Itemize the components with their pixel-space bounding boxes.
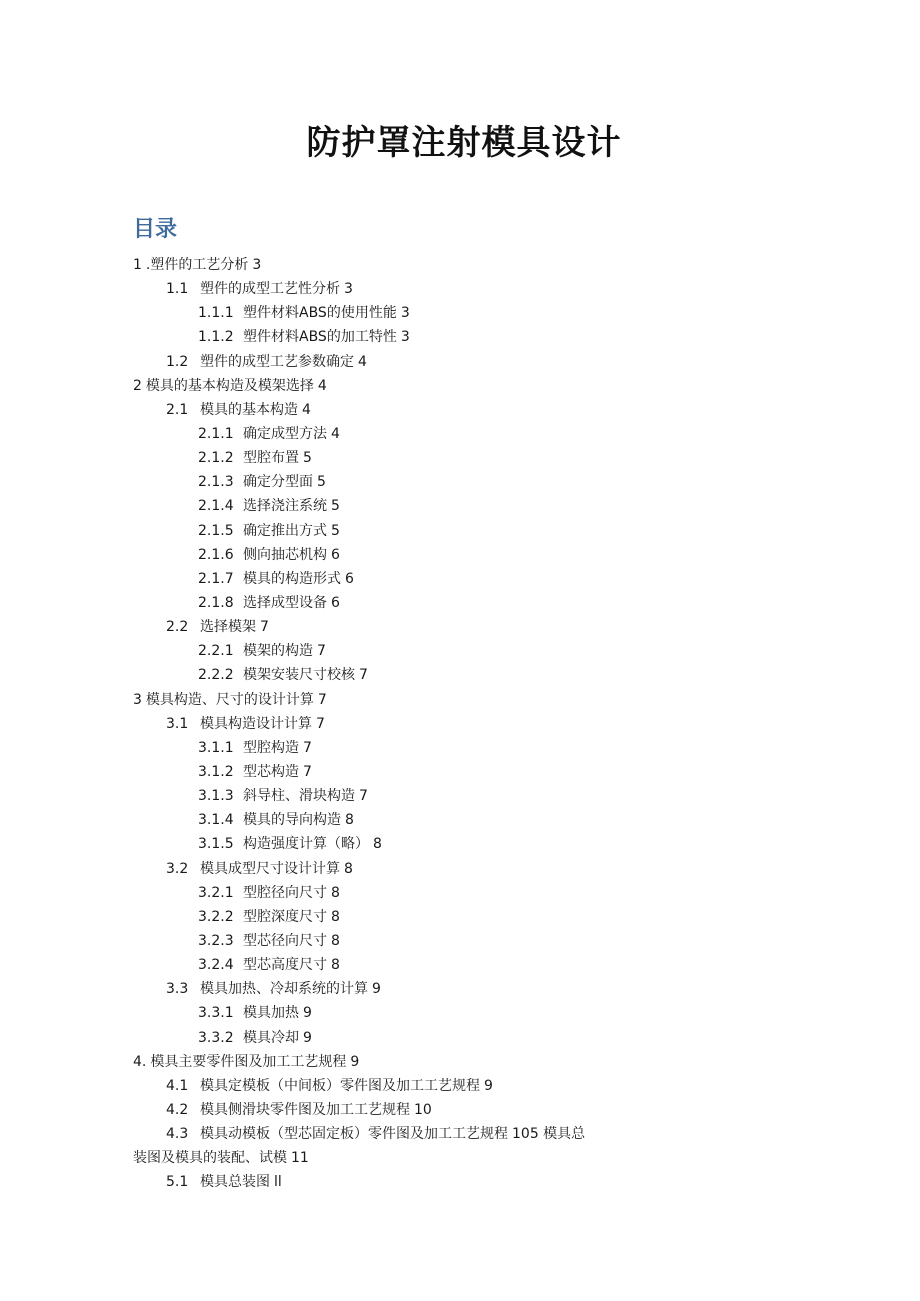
toc-entry-page-number: 6 — [345, 570, 354, 587]
toc-entry-page-number: 7 — [359, 788, 368, 805]
toc-entry[interactable] — [0, 591, 920, 615]
toc-entry-title: 侧向抽芯机构 — [243, 546, 327, 563]
toc-entry-title: 型芯径向尺寸 — [243, 933, 327, 949]
toc-heading: 目录 — [133, 217, 178, 242]
toc-entry[interactable] — [0, 857, 920, 881]
toc-entry-title: 塑件的成型工艺性分析 — [200, 281, 340, 298]
toc-entry-title: 选择模架 — [200, 619, 256, 636]
toc-entry-number: 2.1.2 — [198, 450, 234, 467]
toc-entry[interactable] — [0, 422, 920, 446]
toc-entry-number: 3.2.3 — [198, 933, 234, 949]
toc-entry-page-number: 4 — [302, 401, 311, 418]
toc-entry-page-number: 9 — [303, 1005, 312, 1022]
toc-entry-title: 型腔深度尺寸 — [243, 908, 327, 925]
toc-entry-title: 模具定模板（中间板）零件图及加工工艺规程 — [200, 1077, 480, 1094]
toc-entry[interactable] — [0, 446, 920, 470]
toc-entry[interactable] — [0, 1074, 920, 1098]
toc-entry[interactable] — [0, 398, 920, 422]
toc-entry-page-number: 3 — [400, 329, 410, 346]
toc-entry-page-number: 6 — [331, 546, 340, 563]
toc-entry-number: 3.1.5 — [198, 836, 234, 853]
toc-entry[interactable] — [0, 712, 920, 736]
toc-entry-title: 模具加热 — [243, 1005, 299, 1022]
toc-entry-title: 模具的导向构造 — [243, 812, 341, 829]
toc-entry-title: 型芯高度尺寸 — [243, 957, 327, 974]
toc-entry-page-number: 7 — [317, 643, 326, 660]
toc-entry[interactable] — [0, 567, 920, 591]
toc-entry[interactable] — [0, 736, 920, 760]
toc-entry[interactable] — [0, 784, 920, 808]
toc-entry-number: 2.1.7 — [198, 570, 234, 587]
toc-entry-number: 2.1.8 — [198, 595, 234, 612]
toc-entry-page-number: 9 — [350, 1053, 360, 1070]
toc-entry[interactable] — [0, 325, 920, 349]
toc-entry[interactable] — [0, 953, 920, 977]
toc-entry-title: 塑件材料ABS的加工特性 — [243, 329, 397, 346]
toc-entry-number: 2.1.3 — [198, 474, 234, 491]
toc-entry-number: 2.1.6 — [198, 546, 234, 563]
toc-entry-number: 1.1.1 — [198, 305, 234, 322]
toc-entry-number: 4.3 — [166, 1126, 189, 1143]
toc-entry-page-number: 8 — [345, 812, 354, 829]
toc-entry[interactable] — [0, 760, 920, 784]
table-of-contents — [0, 253, 920, 1194]
toc-entry-page-number: 7 — [303, 764, 312, 781]
toc-entry-title: 塑件的成型工艺参数确定 — [200, 353, 354, 370]
toc-entry-page-number: 5 — [303, 450, 312, 467]
toc-entry-number: 2.1.4 — [198, 498, 234, 515]
toc-entry[interactable] — [0, 277, 920, 301]
toc-entry-title: 模具的构造形式 — [243, 570, 341, 587]
toc-entry-number: 3.1.1 — [198, 739, 234, 756]
toc-entry-number: 2 — [133, 377, 142, 394]
toc-entry-title: 选择成型设备 — [243, 595, 327, 612]
toc-entry-number: 3.2.1 — [198, 884, 234, 901]
toc-entry-number: 3.3.2 — [198, 1029, 234, 1046]
toc-entry-page-number: 9 — [484, 1077, 493, 1094]
toc-entry-title: 确定成型方法 — [243, 426, 327, 443]
toc-entry-page-number: 4 — [317, 377, 327, 394]
toc-entry[interactable] — [0, 1122, 920, 1146]
toc-entry-title: 模具动模板（型芯固定板）零件图及加工工艺规程 — [200, 1126, 508, 1143]
toc-entry[interactable] — [0, 832, 920, 856]
toc-entry[interactable] — [0, 929, 920, 953]
toc-entry-page-number: 8 — [331, 957, 340, 974]
toc-entry-page-number: 7 — [303, 739, 312, 756]
toc-entry[interactable] — [0, 543, 920, 567]
toc-entry[interactable] — [0, 1146, 920, 1170]
toc-entry[interactable] — [0, 663, 920, 687]
toc-entry-page-number: 8 — [331, 908, 340, 925]
document-title: 防护罩注射模具设计 — [306, 123, 622, 163]
toc-entry[interactable] — [0, 253, 920, 277]
toc-entry-page-number: 8 — [344, 860, 353, 877]
toc-entry-number: 3.1 — [166, 715, 189, 732]
toc-entry-number: 2.1.1 — [198, 426, 234, 443]
toc-entry[interactable] — [0, 301, 920, 325]
toc-entry-number: 2.2.2 — [198, 667, 234, 684]
toc-entry-number: 3.1.3 — [198, 788, 234, 805]
toc-entry-title: 模具主要零件图及加工工艺规程 — [150, 1053, 347, 1070]
toc-entry-title: 模具冷却 — [243, 1029, 299, 1046]
toc-entry-title: 型腔布置 — [243, 450, 299, 467]
toc-entry-title: 模具的基本构造 — [200, 401, 298, 418]
toc-entry-page-number: 5 — [331, 498, 340, 515]
toc-entry-page-number: 3 — [400, 305, 410, 322]
toc-entry-page-number: 8 — [373, 836, 382, 853]
toc-entry-page-number: 7 — [317, 691, 327, 708]
toc-entry[interactable] — [0, 494, 920, 518]
toc-entry-number: 4.1 — [166, 1077, 189, 1094]
toc-entry-page-number: 6 — [331, 595, 340, 612]
toc-entry-page-number: 5 — [331, 522, 340, 539]
toc-entry-page-number: 4 — [331, 426, 340, 443]
toc-entry-number: 1.1 — [166, 281, 189, 298]
toc-entry-number: 3.2.4 — [198, 957, 234, 974]
toc-entry-page-number: 3 — [252, 257, 262, 274]
toc-entry-page-number: 10 — [414, 1101, 432, 1118]
toc-entry[interactable] — [0, 905, 920, 929]
toc-entry-number: 2.2.1 — [198, 643, 234, 660]
toc-entry-number: 1 — [133, 257, 142, 274]
toc-entry[interactable] — [0, 374, 920, 398]
toc-entry-title: 模具成型尺寸设计计算 — [200, 860, 340, 877]
toc-entry-number: 4. — [133, 1053, 147, 1070]
toc-entry-page-number: 5 — [317, 474, 326, 491]
toc-entry-title: 模具总装图 — [200, 1174, 270, 1191]
toc-entry-title: 确定分型面 — [243, 474, 313, 491]
toc-entry[interactable] — [0, 688, 920, 712]
toc-entry[interactable] — [0, 1170, 920, 1194]
toc-entry-number: 3.3.1 — [198, 1005, 234, 1022]
toc-entry-title: .塑件的工艺分析 — [145, 257, 249, 274]
toc-entry-page-number: ll — [274, 1174, 282, 1191]
toc-entry-title: 模架的构造 — [243, 643, 313, 660]
toc-entry-title: 确定推出方式 — [243, 522, 327, 539]
toc-entry-page-number: 9 — [372, 981, 381, 998]
toc-entry-title: 选择浇注系统 — [243, 498, 327, 515]
toc-entry-title: 模具的基本构造及模架选择 — [145, 377, 314, 394]
toc-entry-title: 模架安装尺寸校核 — [243, 667, 355, 684]
toc-entry-title: 型腔径向尺寸 — [243, 884, 327, 901]
toc-entry-title: 模具侧滑块零件图及加工工艺规程 — [200, 1101, 410, 1118]
toc-entry-title: 构造强度计算（略） — [243, 836, 369, 853]
toc-entry[interactable] — [0, 470, 920, 494]
toc-entry-number: 3.2.2 — [198, 908, 234, 925]
toc-entry-number: 3.2 — [166, 860, 189, 877]
toc-entry-title: 型腔构造 — [243, 739, 299, 756]
toc-entry-number: 3.3 — [166, 981, 189, 998]
toc-entry-number: 1.2 — [166, 353, 189, 370]
toc-entry-number: 3.1.4 — [198, 812, 234, 829]
toc-entry-title: 装图及模具的装配、试模 — [133, 1150, 287, 1167]
toc-entry[interactable] — [0, 1098, 920, 1122]
toc-entry[interactable] — [0, 615, 920, 639]
toc-entry-number: 2.2 — [166, 619, 189, 636]
toc-entry[interactable] — [0, 881, 920, 905]
toc-entry-title: 型芯构造 — [243, 764, 299, 781]
toc-entry[interactable] — [0, 1050, 920, 1074]
toc-entry[interactable] — [0, 808, 920, 832]
toc-entry-title: 塑件材料ABS的使用性能 — [243, 305, 397, 322]
toc-entry[interactable] — [0, 519, 920, 543]
toc-entry-page-number: 11 — [291, 1150, 309, 1167]
toc-entry-number: 1.1.2 — [198, 329, 234, 346]
toc-entry-title: 斜导柱、滑块构造 — [243, 788, 355, 805]
toc-entry-page-number: 7 — [359, 667, 368, 684]
toc-entry-title: 模具构造、尺寸的设计计算 — [145, 691, 314, 708]
toc-entry-number: 2.1.5 — [198, 522, 234, 539]
toc-entry-page-number: 7 — [316, 715, 325, 732]
toc-entry-page-number: 7 — [260, 619, 269, 636]
toc-entry-number: 4.2 — [166, 1101, 189, 1118]
toc-entry-page-number: 9 — [303, 1029, 312, 1046]
toc-entry[interactable] — [0, 977, 920, 1001]
toc-entry-page-number: 4 — [358, 353, 367, 370]
toc-entry[interactable] — [0, 639, 920, 663]
toc-entry-page-number: 8 — [331, 933, 340, 949]
toc-entry[interactable] — [0, 350, 920, 374]
toc-entry[interactable] — [0, 1001, 920, 1025]
toc-entry-page-number: 3 — [344, 281, 353, 298]
toc-entry-page-number: 8 — [331, 884, 340, 901]
toc-entry-title: 模具加热、冷却系统的计算 — [200, 981, 368, 998]
toc-entry-number: 5.1 — [166, 1174, 189, 1191]
toc-entry-number: 3 — [133, 691, 142, 708]
toc-entry-page-number: 105 模具总 — [512, 1126, 586, 1143]
toc-entry-number: 3.1.2 — [198, 764, 234, 781]
toc-entry[interactable] — [0, 1026, 920, 1050]
toc-entry-number: 2.1 — [166, 401, 189, 418]
toc-entry-title: 模具构造设计计算 — [200, 715, 312, 732]
